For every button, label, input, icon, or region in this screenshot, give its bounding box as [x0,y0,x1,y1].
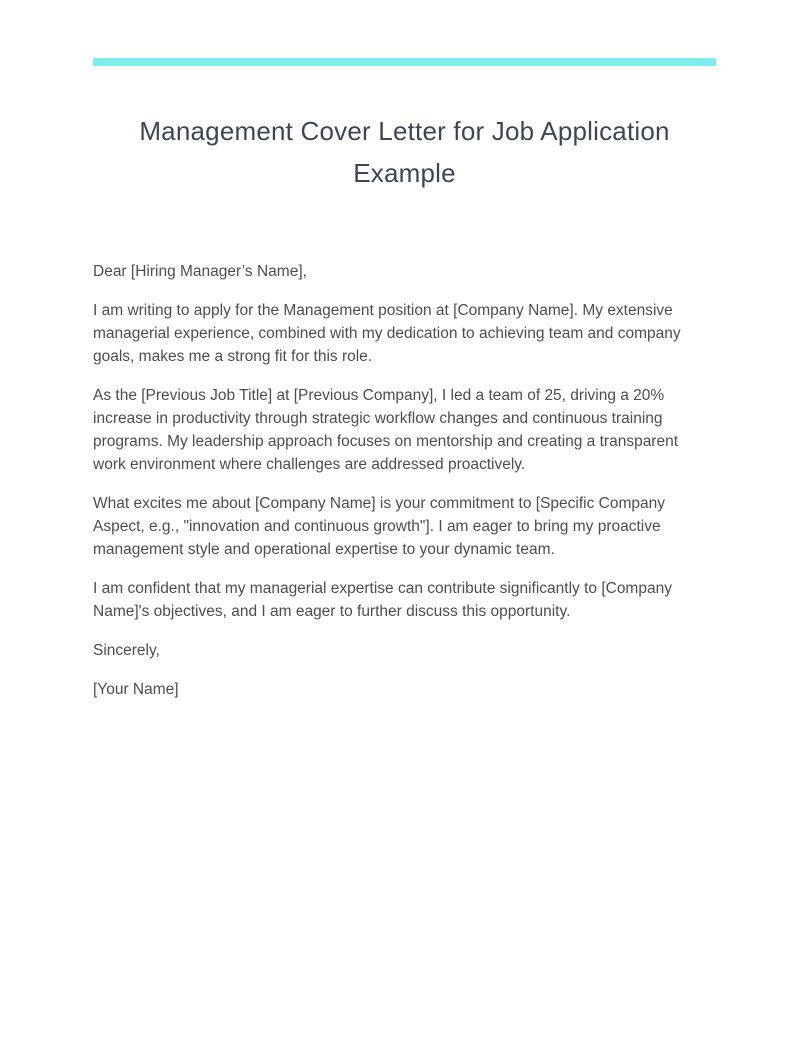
letter-greeting: Dear [Hiring Manager’s Name], [93,263,307,280]
cover-letter-body [93,260,683,701]
page-title: Management Cover Letter for Job Application Example [139,116,670,188]
accent-bar [93,58,716,66]
letter-paragraph-intro: I am writing to apply for the Management position at [Company Name]. My extensive managerial experience, combined with my dedication to achieving team and company goals, makes me a strong fit for this role. [93,302,681,365]
letter-paragraph-experience: As the [Previous Job Title] at [Previous Company], I led a team of 25, driving a 20% increase in productivity through strategic workflow changes and continuous training programs. My leadership approach focuses on mentorship and creating a transparent work environment where challenges are addressed proactively. [93,387,679,473]
letter-closing: Sincerely, [93,642,160,659]
letter-paragraph-confidence: I am confident that my managerial expertise can contribute significantly to [Company Name]'s objectives, and I am eager to further discuss this opportunity. [93,580,672,620]
letter-signature: [Your Name] [93,681,179,698]
letter-paragraph-motivation: What excites me about [Company Name] is your commitment to [Specific Company Aspect, e.g., "innovation and continuous growth"]. I am eager to bring my proactive management style and operational expertise to your dynamic team. [93,495,665,558]
